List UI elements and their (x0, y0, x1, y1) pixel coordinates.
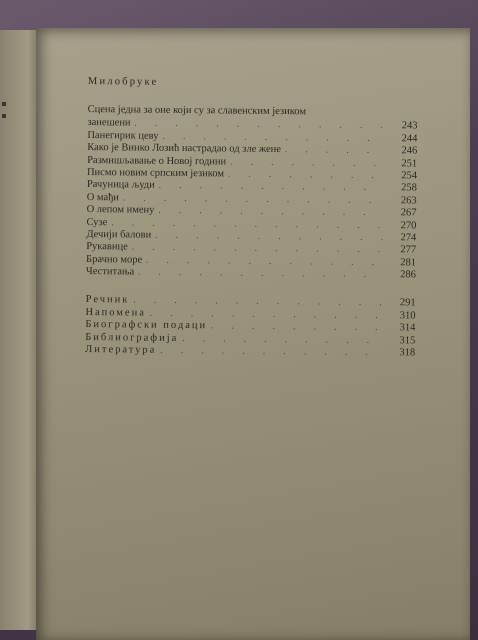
toc-entry-title: Рачуница људи (86, 179, 155, 192)
toc-entry-title: О мађи (86, 191, 119, 204)
left-page-edge (0, 30, 40, 630)
toc-entry-page: 251 (401, 157, 418, 170)
appendix-entry-page: 315 (399, 334, 416, 347)
toc-entry-title: Како је Винко Лозић настрадао од зле жене (87, 142, 281, 156)
toc-entry-title: Сцена једна за оне који су за славенским језиком (87, 103, 307, 118)
toc-entry-title: Писмо новим српским језиком (86, 166, 225, 180)
left-page-mark (2, 102, 6, 106)
toc-entry-title: Сузе (86, 216, 108, 228)
toc-entry-page: 277 (400, 244, 417, 256)
toc-entry-page: 267 (400, 207, 417, 219)
appendix-entry (85, 343, 415, 359)
toc-entry-page: 263 (400, 195, 417, 207)
appendix-entry-title: Напомена (85, 306, 146, 319)
table-of-contents (85, 76, 418, 359)
section-title: Милобруке (87, 76, 159, 88)
toc-entry-title: Честитања (85, 266, 135, 278)
toc-entry-page: 258 (401, 182, 417, 194)
toc-entry-page: 254 (401, 170, 418, 182)
appendix-entries (85, 293, 416, 358)
toc-entry-title: Брачно море (86, 253, 143, 266)
toc-entry-page: 274 (400, 232, 417, 244)
appendix-entry-title: Речник (85, 294, 130, 306)
toc-entry-page: 243 (401, 120, 418, 132)
toc-entry-title: занешени (87, 117, 131, 129)
toc-entry-page: 244 (401, 133, 418, 145)
appendix-entry-page: 318 (399, 347, 416, 359)
appendix-entry-page: 310 (399, 310, 416, 322)
appendix-entry-page: 291 (399, 297, 416, 309)
appendix-entry-title: Биографски подаци (85, 319, 208, 332)
leader-dots (163, 130, 386, 145)
toc-entry-title: Рукавице (86, 241, 128, 253)
left-page-mark (2, 114, 6, 118)
toc-entry-page: 286 (400, 269, 416, 281)
toc-entry-title: О лепом имену (86, 204, 155, 216)
leader-dots (285, 143, 385, 156)
appendix-entry-title: Библиографија (85, 331, 179, 344)
leader-dots (138, 266, 384, 281)
toc-entry-title: Панегирик цеву (87, 129, 159, 142)
toc-entry-page: 270 (400, 219, 417, 231)
toc-entries (86, 104, 418, 281)
appendix-entry-title: Литература (85, 344, 157, 356)
leader-dots (160, 344, 383, 359)
toc-entry-title: Дечији балови (86, 228, 152, 241)
appendix-entry-page: 314 (399, 322, 416, 334)
toc-entry-title: Размишљавање о Новој години (87, 154, 227, 168)
toc-entry-page: 281 (400, 256, 417, 269)
toc-entry-page: 246 (401, 145, 418, 157)
